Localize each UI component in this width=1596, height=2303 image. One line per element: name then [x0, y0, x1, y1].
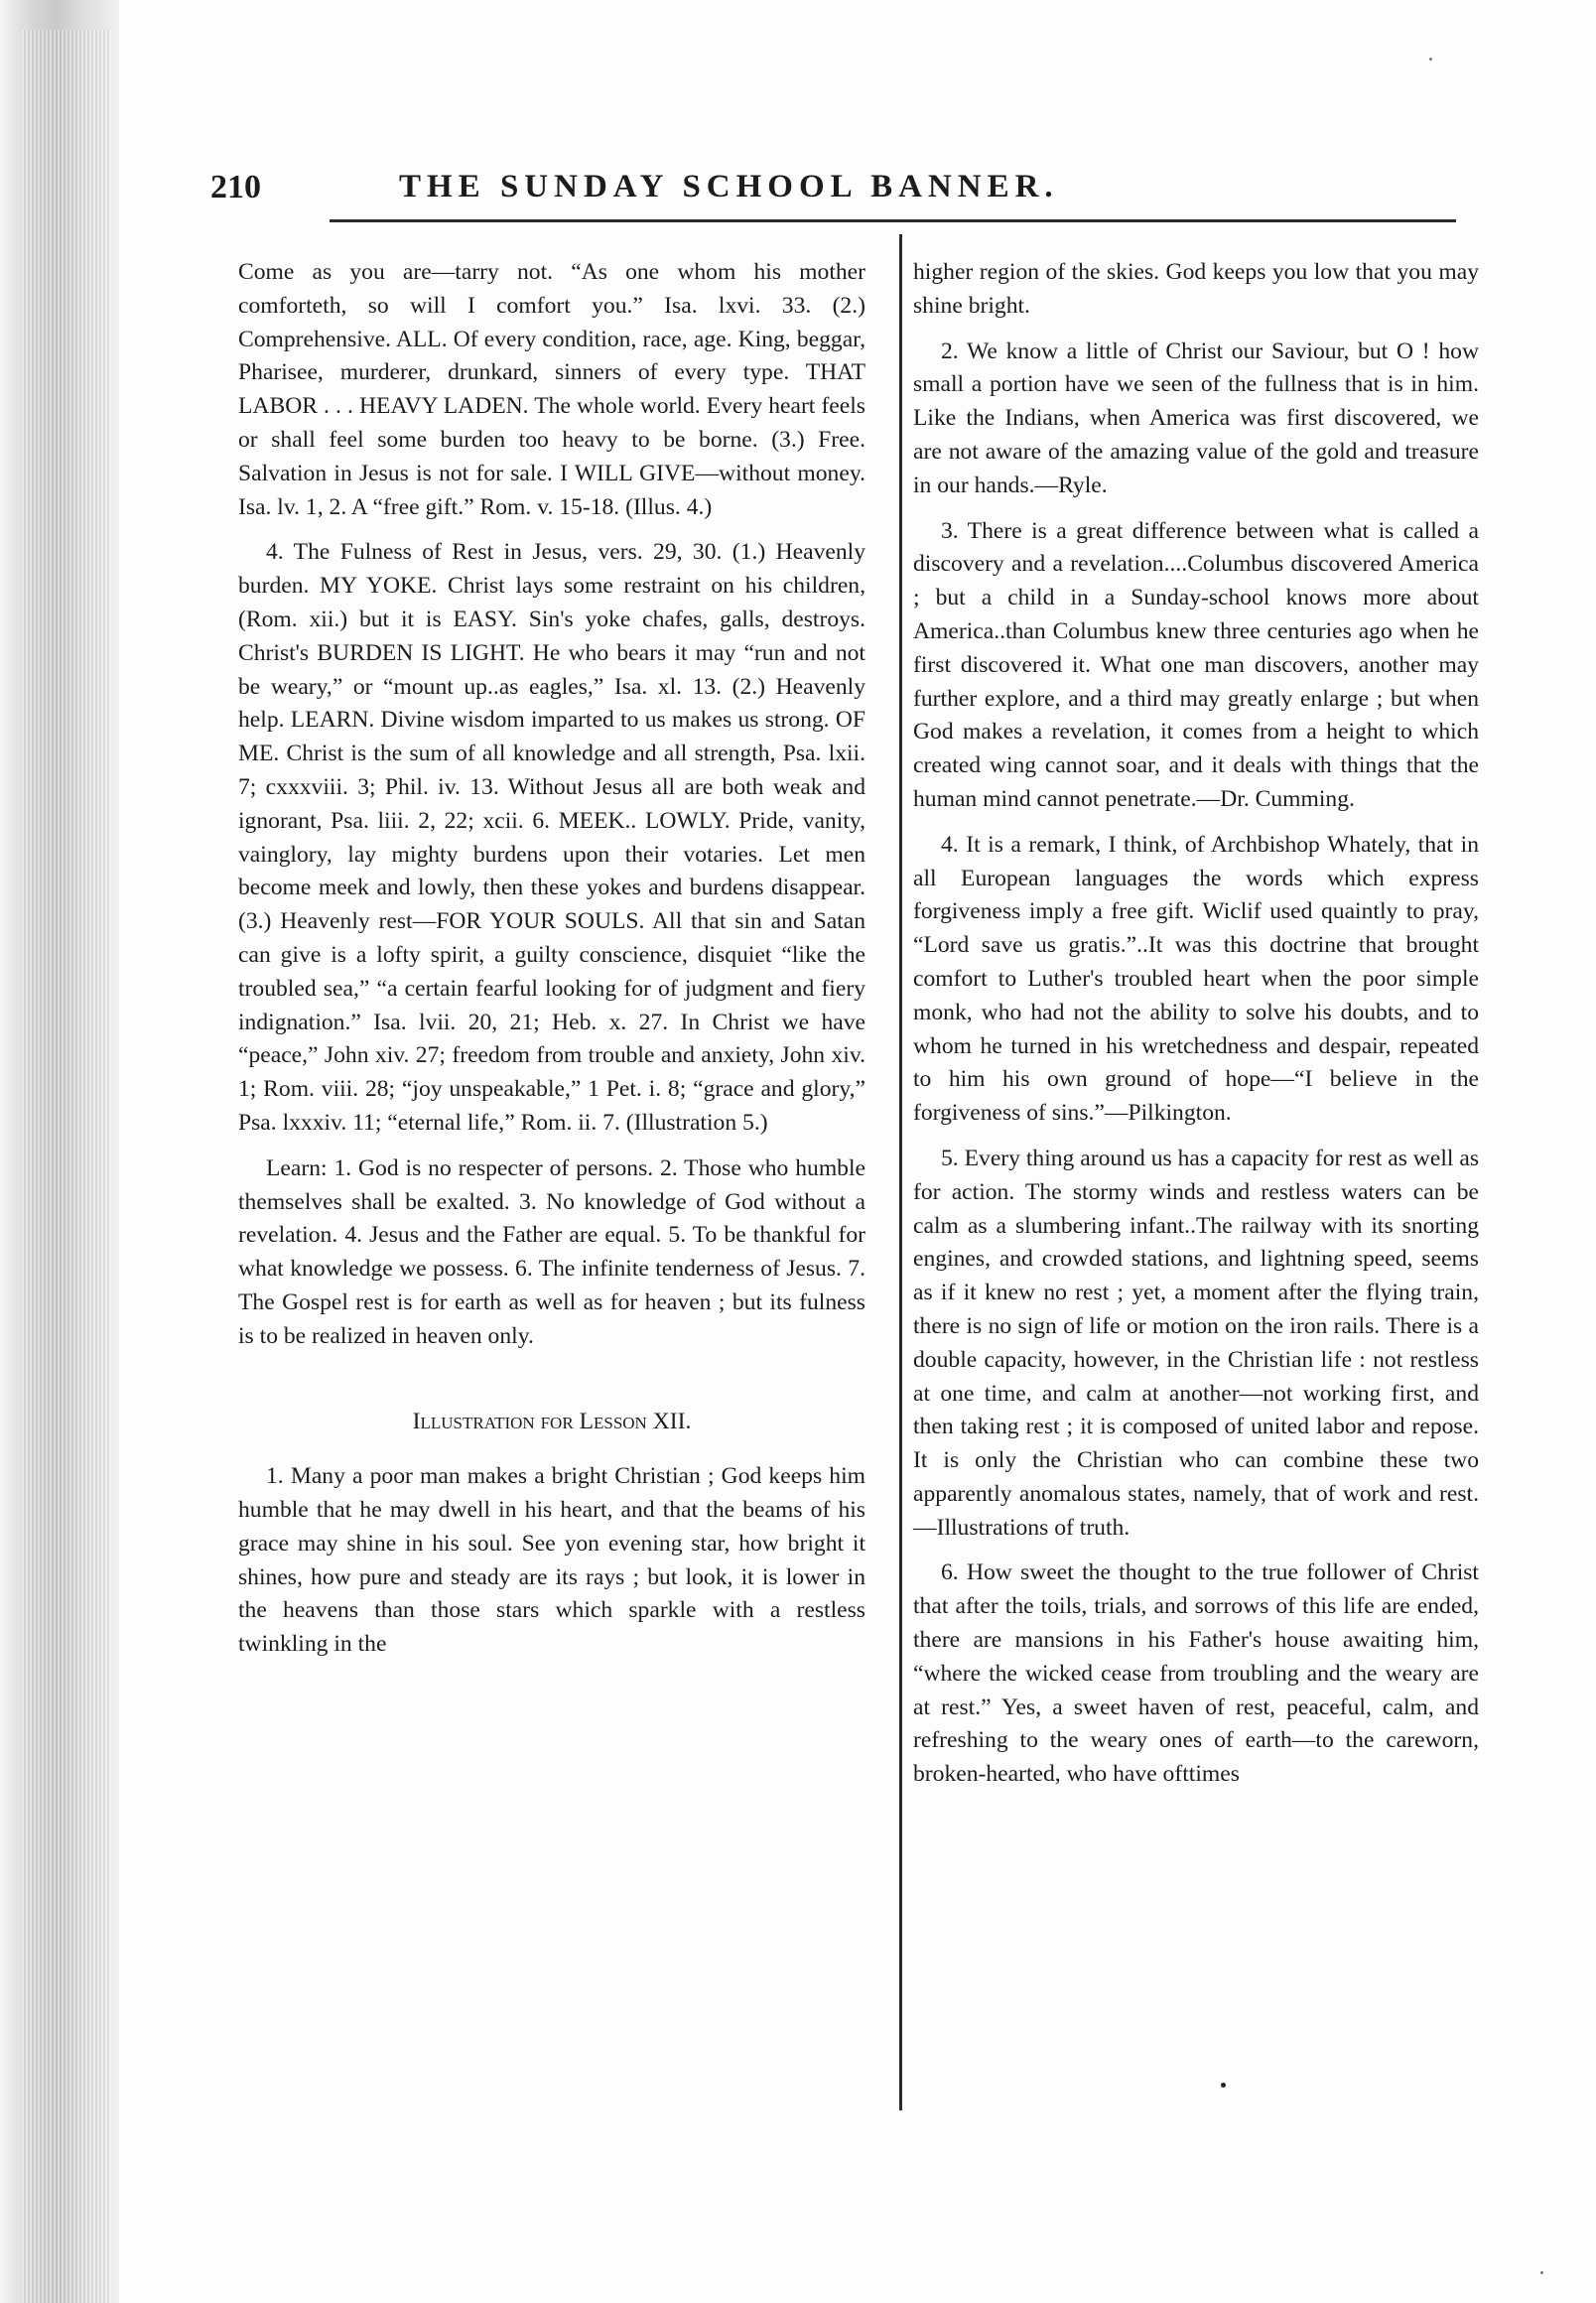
page-header — [210, 169, 1461, 216]
paragraph: Learn: 1. God is no respecter of persons. 2. Those who humble themselves shall be exalted. 3. No knowledge of God without a revelation. 4. Jesus and the Father are equal. 5. To be thankful for what knowledge we possess. 6. The infinite tenderness of Jesus. 7. The Gospel rest is for earth as well as for heaven ; but its fulness is to be realized in heaven only. — [238, 1154, 865, 1349]
left-column — [238, 256, 865, 1674]
section-heading: Illustration for Lesson XII. — [412, 1408, 692, 1434]
paragraph: 1. Many a poor man makes a bright Christian ; God keeps him humble that he may dwell in his heart, and that the beams of his grace may shine in his soul. See yon evening star, how bright it shines, how pure and steady are its rays ; but look, it is lower in the heavens than those stars which sparkle with a restless twinkling in the — [238, 1463, 865, 1658]
right-column — [913, 256, 1479, 1804]
ink-speck — [1429, 58, 1432, 61]
paragraph: 6. How sweet the thought to the true follower of Christ that after the toils, trials, and sorrows of this life are ended, there are mansions in his Father's house awaiting him, “where the wicked cease from troubling and the weary are at rest.” Yes, a sweet haven of rest, peaceful, calm, and refreshing to the weary ones of earth—to the careworn, broken-hearted, who have ofttimes — [913, 1559, 1479, 1788]
paragraph: 3. There is a great difference between what is called a discovery and a revelation....Columbus discovered America ; but a child in a Sunday-school knows more about America..than Columbus knew three centuries ago when he first discovered it. What one man discovers, another may further explore, and a third may greatly enlarge ; but when God makes a revelation, it comes from a height to which created wing cannot soar, and it deals with things that the human mind cannot penetrate.—Dr. Cumming. — [913, 517, 1479, 812]
header-rule — [330, 219, 1456, 222]
paragraph: 4. The Fulness of Rest in Jesus, vers. 29, 30. (1.) Heavenly burden. MY YOKE. Christ lays some restraint on his children, (Rom. xii.) but it is EASY. Sin's yoke chafes, galls, destroys. Christ's BURDEN IS LIGHT. He who bears it may “run and not be weary,” or “mount up..as eagles,” Isa. xl. 13. (2.) Heavenly help. LEARN. Divine wisdom imparted to us makes us strong. OF ME. Christ is the sum of all knowledge and all strength, Psa. lxii. 7; cxxxviii. 3; Phil. iv. 13. Without Jesus all are both weak and ignorant, Psa. liii. 2, 22; xcii. 6. MEEK.. LOWLY. Pride, vanity, vainglory, lay mighty burdens upon their votaries. Let men become meek and lowly, then these yokes and burdens disappear. (3.) Heavenly rest—FOR YOUR SOULS. All that sin and Satan can give is a lofty spirit, a guilty conscience, disquiet “like the troubled sea,” “a certain fearful looking for of judgment and fiery indignation.” Isa. lvii. 20, 21; Heb. x. 27. In Christ we have “peace,” John xiv. 27; freedom from trouble and anxiety, John xiv. 1; Rom. viii. 28; “joy unspeakable,” 1 Pet. i. 8; “grace and glory,” Psa. lxxxiv. 11; “eternal life,” Rom. ii. 7. (Illustration 5.) — [238, 539, 865, 1136]
column-divider — [899, 234, 902, 2110]
paragraph: 4. It is a remark, I think, of Archbishop Whately, that in all European languages the words which express forgiveness imply a free gift. Wiclif used quaintly to pray, “Lord save us gratis.”..It was this doctrine that brought comfort to Luther's troubled heart when the poor simple monk, who had not the ability to solve his doubts, and to whom he turned in his wretchedness and despair, repeated to him his own ground of hope—“I believe in the forgiveness of sins.”—Pilkington. — [913, 831, 1479, 1127]
running-title: THE SUNDAY SCHOOL BANNER. — [399, 169, 1059, 204]
paragraph: 2. We know a little of Christ our Saviour, but O ! how small a portion have we seen of the fullness that is in him. Like the Indians, when America was first discovered, we are not aware of the amazing value of the gold and treasure in our hands.—Ryle. — [913, 338, 1479, 498]
book-edge — [0, 0, 119, 2303]
ink-dot — [1221, 2083, 1226, 2088]
ink-speck — [1540, 2271, 1543, 2274]
paragraph: Come as you are—tarry not. “As one whom his mother comforteth, so will I comfort you.” Isa. lxvi. 33. (2.) Comprehensive. ALL. Of every condition, race, age. King, beggar, Pharisee, murderer, drunkard, sinners of every type. THAT LABOR . . . HEAVY LADEN. The whole world. Every heart feels or shall feel some burden too heavy to be borne. (3.) Free. Salvation in Jesus is not for sale. I WILL GIVE—without money. Isa. lv. 1, 2. A “free gift.” Rom. v. 15-18. (Illus. 4.) — [238, 259, 865, 520]
paragraph: higher region of the skies. God keeps you low that you may shine bright. — [913, 259, 1479, 319]
page-number: 210 — [210, 169, 261, 205]
paragraph: 5. Every thing around us has a capacity for rest as well as for action. The stormy winds and restless waters can be calm as a slumbering infant..The railway with its snorting engines, and crowded stations, and lightning speed, seems as if it knew no rest ; yet, a moment after the flying train, there is no sign of life or motion on the iron rails. There is a double capacity, however, in the Christian life : not restless at one time, and calm at another—not working first, and then taking rest ; it is composed of united labor and repose. It is only the Christian who can combine these two apparently anomalous states, namely, that of work and rest.—Illustrations of truth. — [913, 1145, 1479, 1541]
